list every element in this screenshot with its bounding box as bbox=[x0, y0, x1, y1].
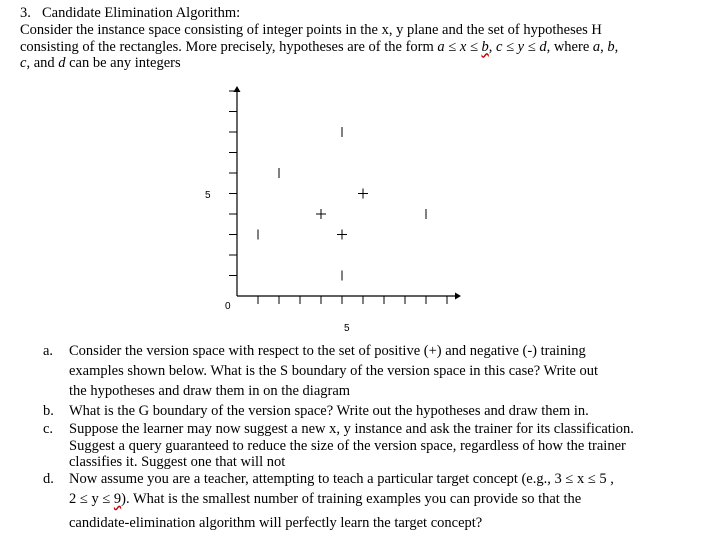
item-b bbox=[43, 401, 703, 421]
item-a-line-2: examples shown below. What is the S boundary of the version space in this case? Write out bbox=[69, 363, 599, 379]
plot-axes bbox=[234, 86, 462, 300]
hypothesis-form: a ≤ x ≤ b bbox=[437, 38, 489, 55]
intro-line-2: consisting of the rectangles. More precisely, hypotheses are of the form a ≤ x ≤ b, c ≤ y ≤ d, where a, b, bbox=[20, 38, 619, 55]
positive-example-point bbox=[316, 209, 326, 219]
x-tick-label-5: 5 bbox=[344, 323, 350, 334]
y-tick-label-5: 5 bbox=[205, 190, 211, 201]
origin-label: 0 bbox=[225, 301, 231, 312]
item-c bbox=[43, 421, 703, 471]
x-axis-ticks bbox=[258, 296, 447, 304]
item-c-line-2: Suggest a query guaranteed to reduce the size of the version space, regardless of how the trainer bbox=[69, 437, 626, 454]
item-d-label: d. bbox=[43, 470, 54, 487]
intro-line-1: Consider the instance space consisting of integer points in the x, y plane and the set of hypotheses H bbox=[20, 22, 602, 38]
item-d-line-1: Now assume you are a teacher, attempting to teach a particular target concept (e.g., 3 ≤ x ≤ 5 , bbox=[69, 470, 614, 487]
item-b-label: b. bbox=[43, 403, 54, 419]
question-intro bbox=[20, 22, 710, 72]
positive-example-point bbox=[358, 189, 368, 199]
item-d-line-3: candidate-elimination algorithm will perfectly learn the target concept? bbox=[69, 515, 483, 531]
item-d bbox=[43, 471, 703, 536]
scatter-plot bbox=[195, 80, 475, 335]
positive-example-point bbox=[337, 230, 347, 240]
sub-question-list bbox=[43, 341, 703, 535]
data-points bbox=[258, 127, 426, 281]
item-a bbox=[43, 341, 703, 401]
item-a-line-3: the hypotheses and draw them in on the diagram bbox=[69, 383, 351, 399]
item-a-line-1: Consider the version space with respect to the set of positive (+) and negative (-) training bbox=[69, 343, 586, 359]
item-c-label: c. bbox=[43, 421, 54, 437]
question-number: 3. bbox=[20, 5, 31, 21]
intro-line-3: c, and d can be any integers bbox=[20, 55, 181, 71]
question-header bbox=[20, 5, 240, 22]
item-c-line-3: classifies it. Suggest one that will not bbox=[69, 454, 286, 470]
item-c-line-1: Suppose the learner may now suggest a new x, y instance and ask the trainer for its classification. bbox=[69, 421, 634, 437]
x-axis-arrowhead bbox=[455, 293, 461, 300]
y-axis-ticks bbox=[229, 91, 237, 276]
question-title: Candidate Elimination Algorithm: bbox=[42, 5, 241, 21]
item-a-label: a. bbox=[43, 343, 54, 359]
item-b-line-1: What is the G boundary of the version space? Write out the hypotheses and draw them in. bbox=[69, 403, 589, 419]
item-d-line-2: 2 ≤ y ≤ 9). What is the smallest number of training examples you can provide so that the bbox=[69, 491, 582, 507]
